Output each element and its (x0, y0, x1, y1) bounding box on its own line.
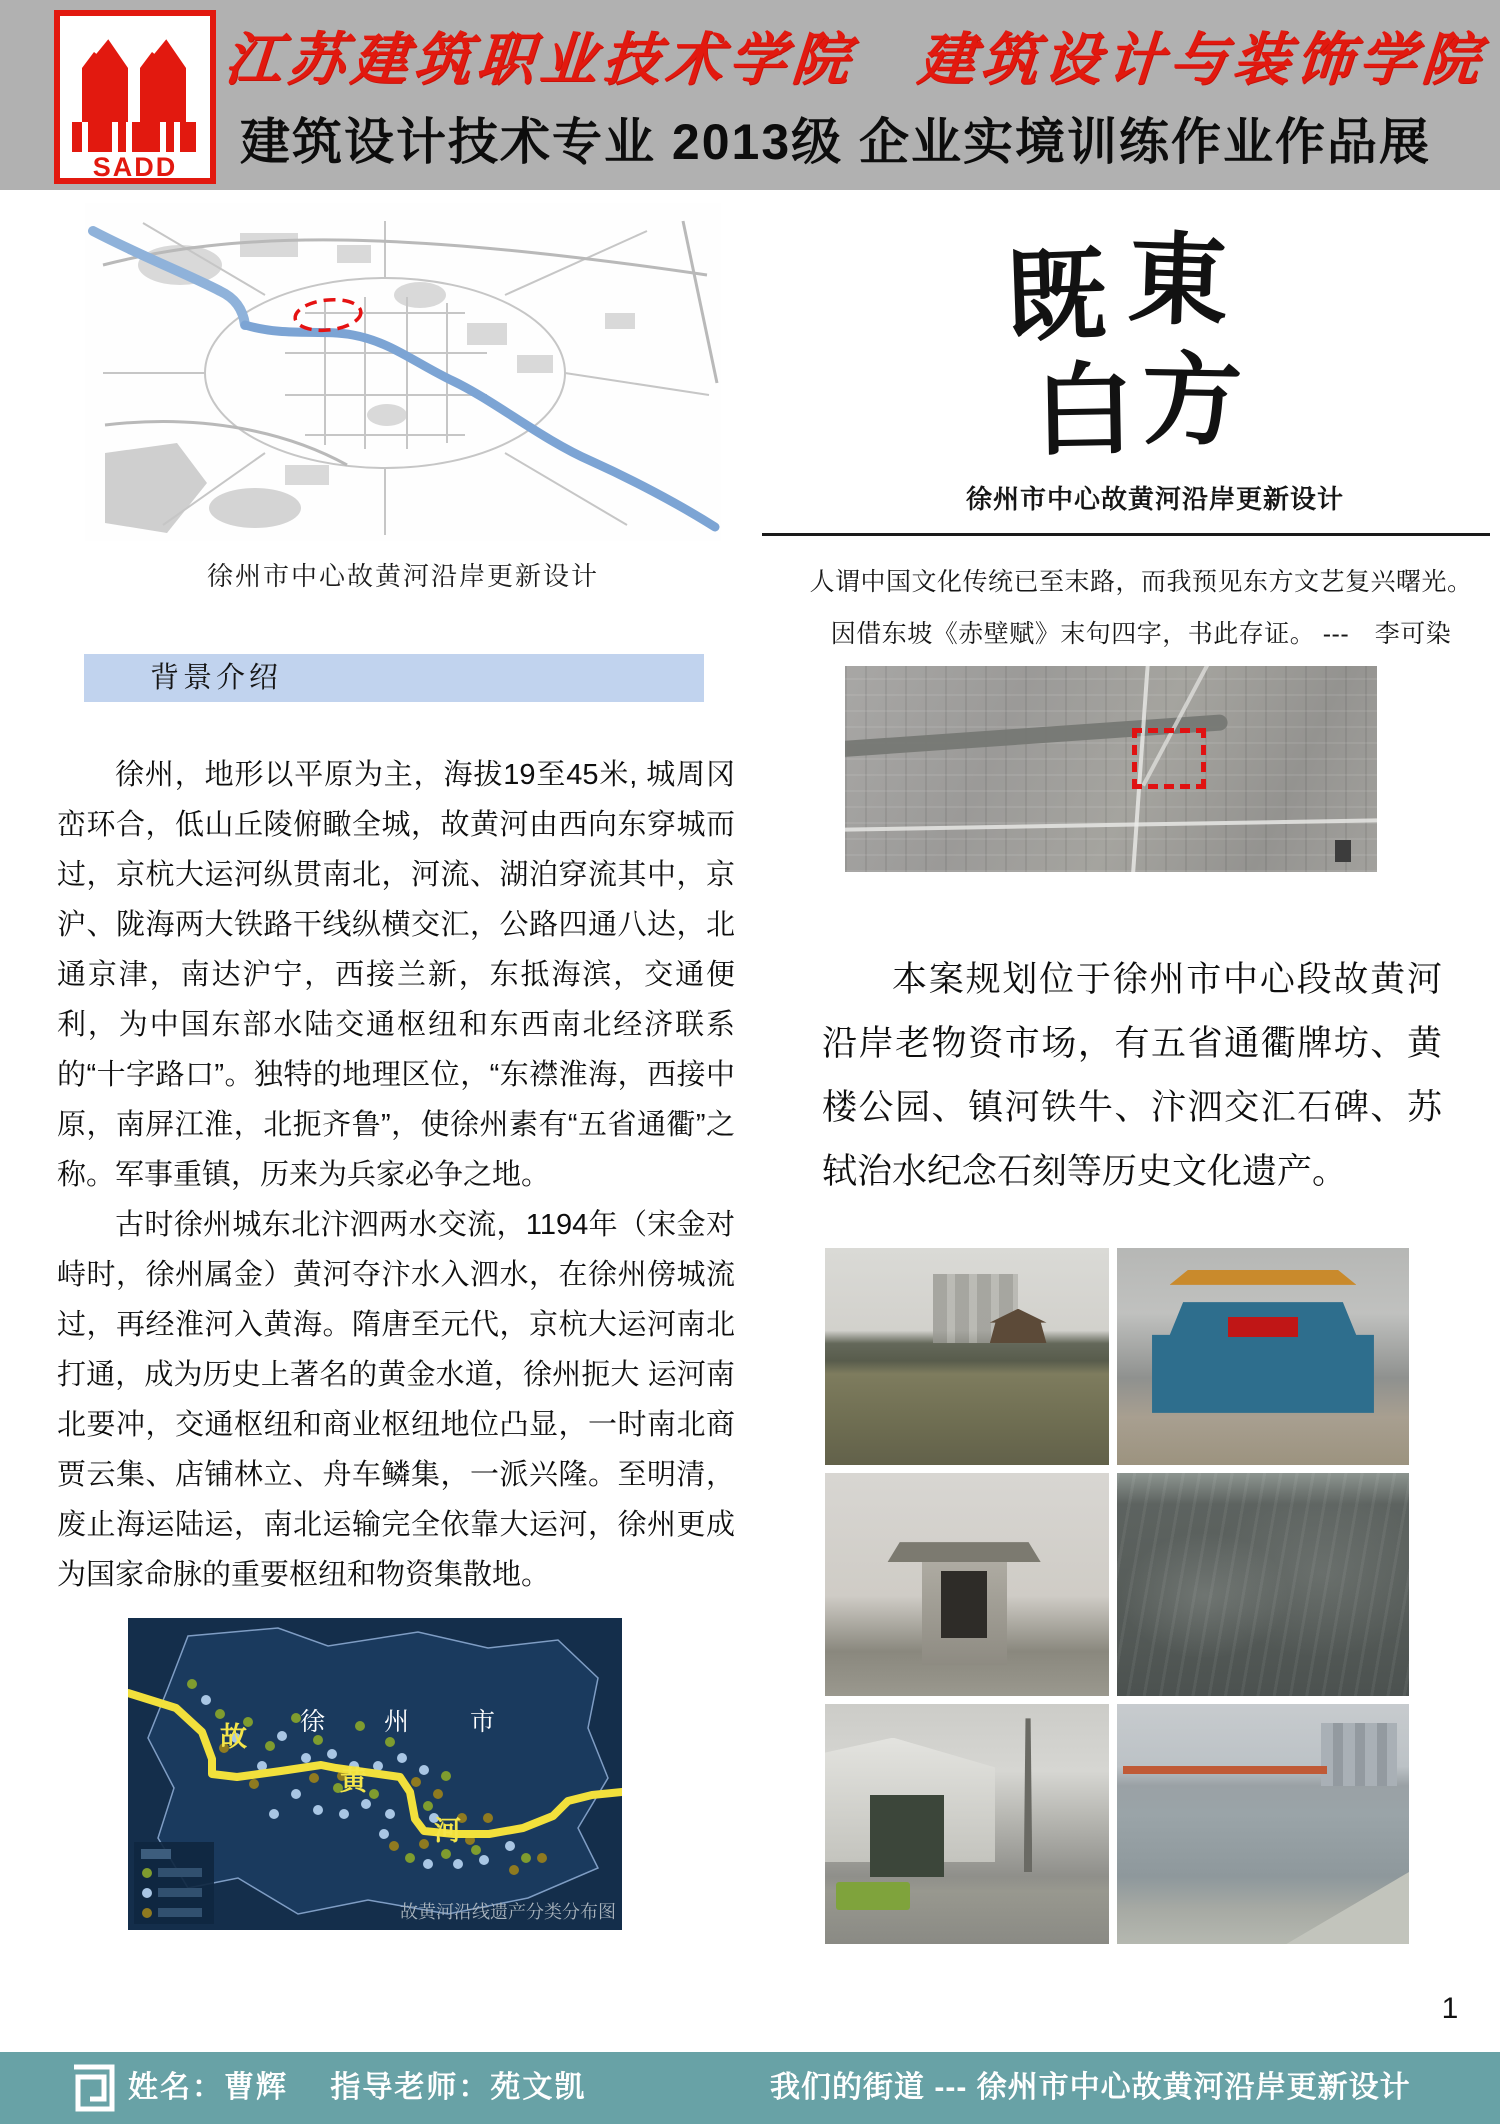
sadd-logo-icon (54, 10, 216, 184)
photo-green-bus (836, 1882, 910, 1911)
map-legend (134, 1842, 214, 1924)
heritage-map-caption: 故黄河沿线遗产分类分布图 (400, 1902, 616, 1922)
photo-highrise-cluster (1321, 1723, 1397, 1785)
author-and-advisor: 姓名：曹辉 指导老师：苑文凯 (128, 2071, 587, 2104)
city-label-shi: 市 (470, 1708, 496, 1736)
city-label-xu: 徐 (300, 1708, 326, 1736)
photo-gate-structure (1152, 1287, 1374, 1413)
map-corner-badge (1335, 840, 1351, 862)
quote-line-2: 因借东坡《赤壁赋》末句四字，书此存证。 --- 李可染 (830, 620, 1452, 648)
city-road-map (85, 203, 721, 541)
photo-power-pylon (1024, 1718, 1033, 1872)
city-map-caption: 徐州市中心故黄河沿岸更新设计 (206, 561, 599, 591)
section-header-background-intro (84, 654, 704, 702)
calligraphy-char-bai: 白 (1032, 350, 1136, 470)
photo-river-embankment (1117, 1704, 1409, 1944)
quote-line-1: 人谓中国文化传统已至末路，而我预见东方文艺复兴曙光。 (809, 568, 1473, 596)
city-road-map-graphic (85, 203, 721, 541)
background-paragraph-2: 古时徐州城东北汴泗两水交流，1194年（宋金对峙时，徐州属金）黄河夺汴水入泗水，在徐州傍城流过，再经淮河入黄海。隋唐至元代，京杭大运河南北打通，成为历史上著名的黄金水道，徐州扼大 运河南北要冲，交通枢纽和商业枢纽地位凸显，一时南北商贾云集、店铺林立、舟车鳞集，一派兴隆。至明清，废止海运陆运，南北运输完全依靠大运河，徐州更成 为国家命脉的重要枢纽和物资集散地。 (57, 1209, 735, 1591)
heritage-distribution-map (128, 1618, 622, 1930)
footer-project-title: 我们的街道 --- 徐州市中心故黄河沿岸更新设计 (770, 2071, 1411, 2104)
divider-rule (762, 533, 1490, 536)
river-label-gu: 故 (220, 1722, 247, 1752)
city-label-zhou: 州 (384, 1708, 410, 1736)
photo-storefront (870, 1795, 944, 1877)
institute-title: 江苏建筑职业技术学院 建筑设计与装饰学院 (222, 26, 1488, 93)
river-label-he: 河 (434, 1816, 461, 1846)
background-paragraph-1: 徐州，地形以平原为主，海拔19至45米, 城周冈峦环合，低山丘陵俯瞰全城，故黄河由西向东穿城而过，京杭大运河纵贯南北，河流、湖泊穿流其中，京沪、陇海两大铁路干线纵横交汇，公路四通八达，北通京津，南达沪宁，西接兰新，东抵海滨，交通便利，为中国东部水陆交通枢纽和东西南北经济联系的“十字路口”。独特的地理区位，“东襟淮海，西接中原，南屏江淮，北扼齐鲁”，使徐州素有“五省通衢”之称。军事重镇，历来为兵家必争之地。 (57, 759, 735, 1191)
background-text-column (57, 750, 735, 1600)
photo-memorial-gate (1117, 1248, 1409, 1465)
footer-band (0, 2052, 1500, 2124)
photo-stone-carving (1117, 1473, 1409, 1696)
river-label-huang: 黄 (340, 1766, 367, 1796)
project-subtitle: 徐州市中心故黄河沿岸更新设计 (965, 484, 1344, 514)
photo-red-roofline (1123, 1766, 1327, 1773)
calligraphy-char-ji: 既 (1003, 235, 1109, 357)
page-number: 1 (1441, 1992, 1459, 2025)
photo-stele-panel (941, 1571, 986, 1638)
site-marker-rectangle (1132, 728, 1206, 790)
aerial-road-horizontal (845, 818, 1377, 832)
calligraphy-char-fang: 方 (1140, 340, 1244, 460)
project-location-paragraph: 本案规划位于徐州市中心段故黄河沿岸老物资市场，有五省通衢牌坊、黄楼公园、镇河铁牛、汴泗交汇石碑、苏轼治水纪念石刻等历史文化遗产。 (822, 960, 1442, 1191)
school-logo (54, 10, 216, 184)
photo-stone-stele (825, 1473, 1109, 1696)
site-photo-grid (825, 1248, 1409, 1944)
photo-stele-roof (887, 1542, 1040, 1562)
photo-gate-roof (1170, 1270, 1357, 1285)
satellite-aerial-map (845, 666, 1377, 872)
svg-text:SADD: SADD (92, 152, 178, 182)
photo-market-street (825, 1704, 1109, 1944)
photo-park-lakeside (825, 1248, 1109, 1465)
calligraphy-char-dong: 東 (1125, 219, 1231, 341)
photo-stone-bank (1286, 1872, 1409, 1944)
footer-spiral-icon (66, 2061, 120, 2115)
exhibition-subtitle: 建筑设计技术专业 2013级 企业实境训练作业作品展 (240, 114, 1432, 170)
photo-gate-plaque (1228, 1317, 1298, 1337)
project-location-text (822, 948, 1442, 1204)
header-band (0, 0, 1500, 190)
likeran-quote (788, 556, 1494, 660)
heritage-map-graphic (128, 1618, 622, 1930)
section-title: 背景介绍 (150, 662, 283, 694)
